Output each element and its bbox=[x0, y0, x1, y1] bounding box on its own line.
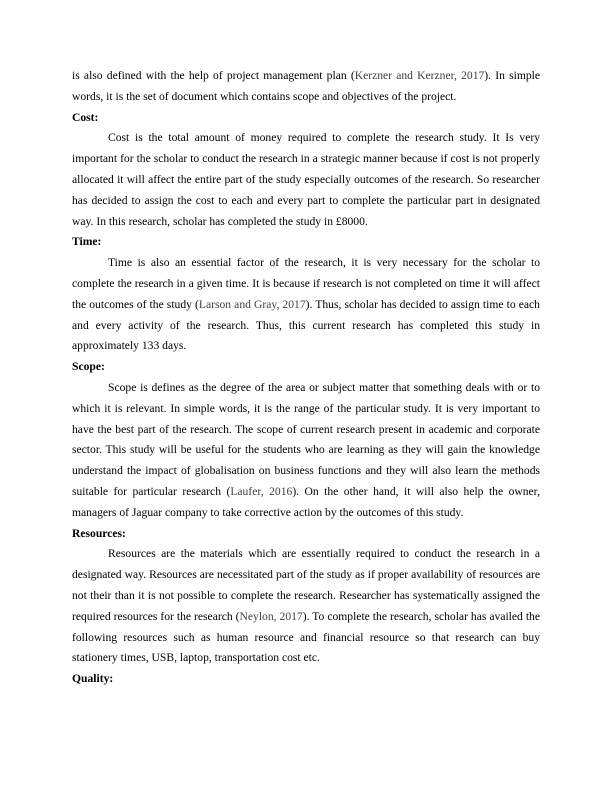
time-citation: Larson and Gray, 2017 bbox=[198, 297, 306, 311]
intro-text-b: ). In simple words, it is the set of document which contains scope and objectives of the project. bbox=[72, 69, 541, 103]
cost-paragraph: Cost is the total amount of money required to complete the research study. It Is very important for the scholar to conduct the research in a strategic manner because if cost is not properly allocated it will affect the entire part of the study especially outcomes of the research. So researcher has decided to assign the cost to each and every part to complete the particular part in designated way. In this research, scholar has completed the study in £8000. bbox=[72, 131, 540, 228]
intro-citation: Kerzner and Kerzner, 2017 bbox=[354, 69, 485, 82]
intro-text-a: is also defined with the help of project management plan ( bbox=[72, 69, 355, 82]
scope-heading: Scope: bbox=[72, 360, 105, 374]
resources-citation: Neylon, 2017 bbox=[239, 609, 303, 623]
intro-paragraph bbox=[72, 66, 540, 108]
scope-paragraph bbox=[72, 378, 540, 524]
time-text-a: Time is also an essential factor of the research, it is very necessary for the scholar to complete the research in a given time. It is because if research is not completed on time it will affect the outcomes of the study ( bbox=[72, 256, 540, 311]
time-paragraph bbox=[72, 253, 540, 357]
scope-text-b: ). On the other hand, it will also help the owner, managers of Jaguar company to take corrective action by the outcomes of this study. bbox=[72, 484, 540, 519]
document-page bbox=[72, 66, 540, 690]
scope-citation: Laufer, 2016 bbox=[230, 484, 293, 498]
resources-paragraph bbox=[72, 544, 540, 669]
resources-text-a: Resources are the materials which are essentially required to conduct the research in a designated way. Resources are necessitated part of the study as if proper availability of resources are not their than it is not possible to complete the research. Researcher has systematically assigned the required resources for the research ( bbox=[72, 547, 540, 623]
time-text-b: ). Thus, scholar has decided to assign time to each and every activity of the research. Thus, this current research has completed this study in approximately 133 days. bbox=[72, 297, 540, 353]
quality-heading: Quality: bbox=[72, 672, 114, 686]
cost-heading: Cost: bbox=[72, 110, 99, 124]
scope-text-a: Scope is defines as the degree of the area or subject matter that something deals with or to which it is relevant. In simple words, it is the range of the particular study. It is very important to have the best part of the research. The scope of current research present in academic and corporate sector. This study will be useful for the students who are learning as they will gain the knowledge understand the impact of globalisation on business functions and they will also learn the methods suitable for particular research ( bbox=[72, 380, 540, 498]
resources-heading: Resources: bbox=[72, 526, 126, 540]
resources-text-b: ). To complete the research, scholar has availed the following resources such as human resource and financial resource so that research can buy stationery times, USB, laptop, transportation cost etc. bbox=[72, 609, 541, 665]
time-heading: Time: bbox=[72, 235, 102, 249]
